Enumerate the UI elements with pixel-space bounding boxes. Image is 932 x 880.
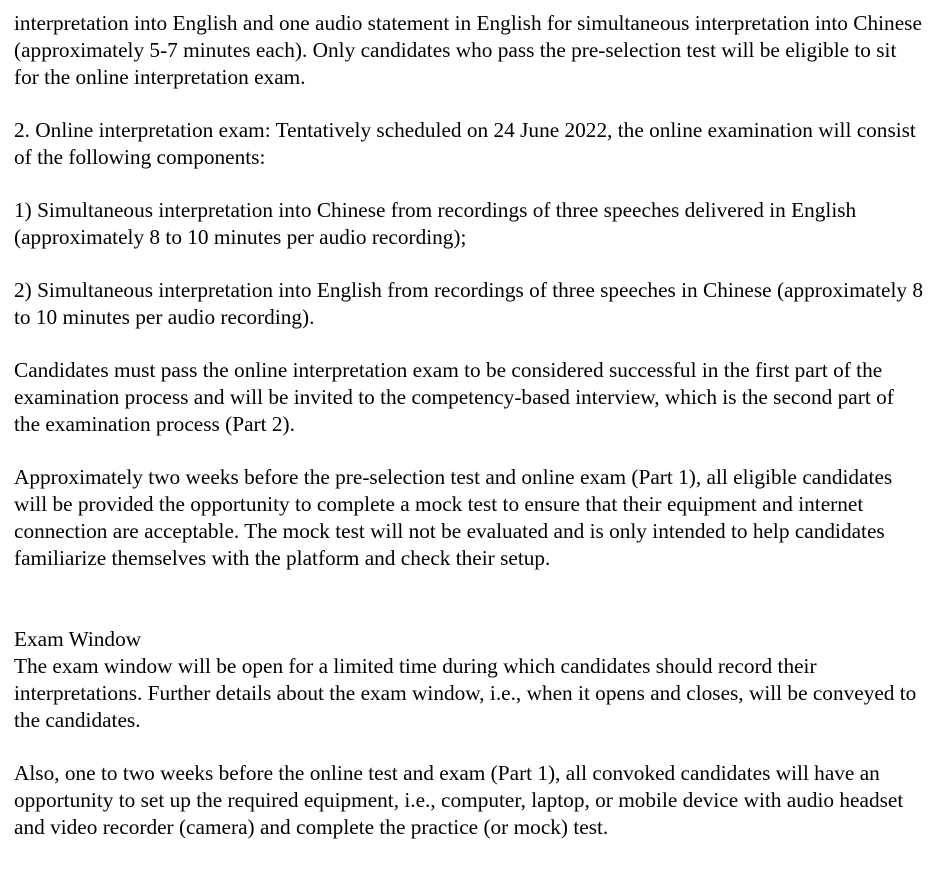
paragraph-component-1: 1) Simultaneous interpretation into Chinese from recordings of three speeches delivered in English (approximately 8 to 10 minutes per audio recording); [14, 198, 857, 249]
paragraph-mock-test: Approximately two weeks before the pre-selection test and online exam (Part 1), all eligible candidates will be provided the opportunity to complete a mock test to ensure that their equipment and internet connection are acceptable. The mock test will not be evaluated and is only intended to help candidates familiarize themselves with the platform and check their setup. [14, 465, 893, 570]
document-body [14, 10, 924, 867]
paragraph-preselection-end: interpretation into English and one audio statement in English for simultaneous interpretation into Chinese (approximately 5-7 minutes each). Only candidates who pass the pre-selection test will be eligible to sit for the online interpretation exam. [14, 11, 922, 89]
paragraph-pass-requirement: Candidates must pass the online interpretation exam to be considered successful in the first part of the examination process and will be invited to the competency-based interview, which is the second part of the examination process (Part 2). [14, 358, 894, 436]
paragraph-exam-window: The exam window will be open for a limited time during which candidates should record their interpretations. Further details about the exam window, i.e., when it opens and closes, will be conveyed to the candidates. [14, 654, 917, 732]
paragraph-component-2: 2) Simultaneous interpretation into English from recordings of three speeches in Chinese (approximately 8 to 10 minutes per audio recording). [14, 278, 924, 329]
paragraph-equipment-setup: Also, one to two weeks before the online test and exam (Part 1), all convoked candidates will have an opportunity to set up the required equipment, i.e., computer, laptop, or mobile device with audio headset and video recorder (camera) and complete the practice (or mock) test. [14, 761, 904, 839]
paragraph-online-exam: 2. Online interpretation exam: Tentatively scheduled on 24 June 2022, the online examination will consist of the following components: [14, 118, 916, 169]
section-heading-exam-window: Exam Window [14, 627, 142, 651]
section-spacer [14, 598, 924, 626]
